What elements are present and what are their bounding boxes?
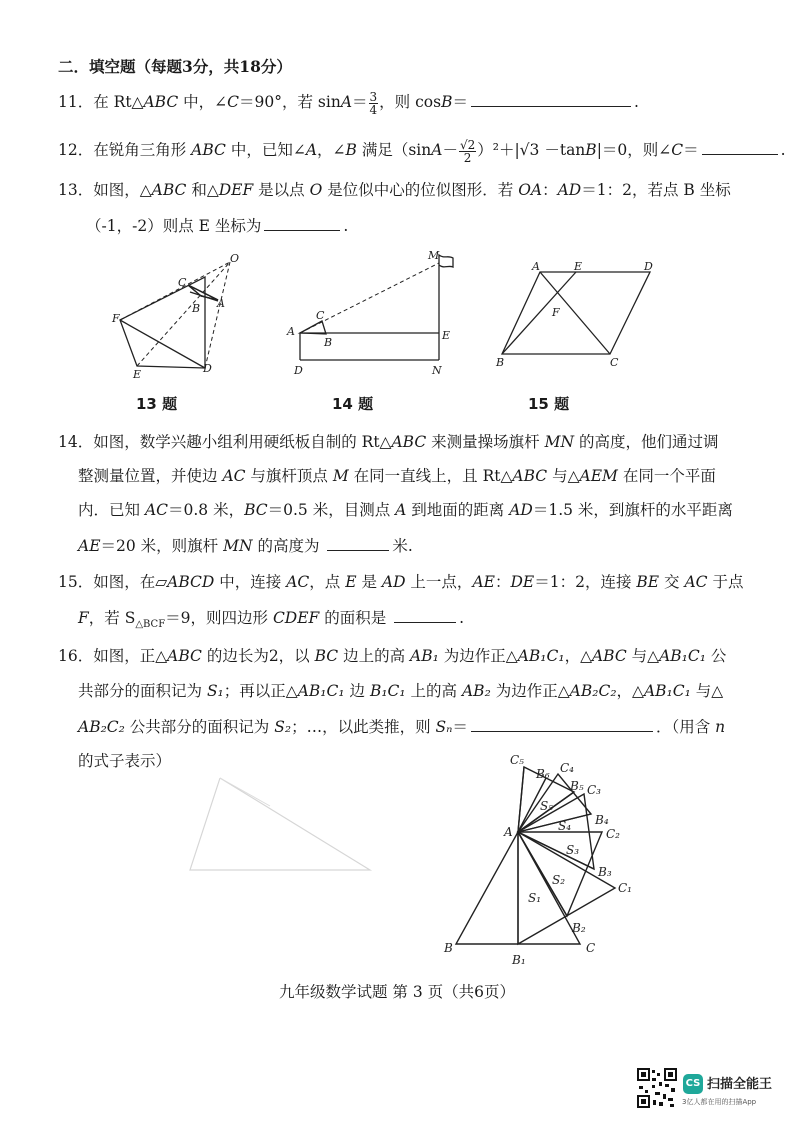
label-d: D bbox=[644, 260, 653, 273]
label-a: A bbox=[217, 297, 225, 310]
caption-figure-13: 13 题 bbox=[136, 395, 178, 413]
figure-14 bbox=[282, 243, 462, 378]
section-heading: 二．填空题（每题3分，共18分） bbox=[58, 57, 292, 76]
label-a: A bbox=[287, 325, 295, 338]
question-16-line-3: AB₂C₂ 公共部分的面积记为 S₂；…，以此类推，则 Sₙ＝ ．（用含 n bbox=[78, 715, 725, 738]
question-14-line-2: 整测量位置，并使边 AC 与旗杆顶点 M 在同一直线上，且 Rt△ABC 与△AEM 在同一个平面 bbox=[78, 467, 716, 485]
label-c2: C₂ bbox=[606, 827, 620, 841]
figure-15 bbox=[492, 258, 672, 368]
label-s4: S₄ bbox=[558, 819, 572, 833]
scanner-app-subtitle: 3亿人都在用的扫描App bbox=[682, 1098, 757, 1106]
label-a: A bbox=[532, 260, 540, 273]
triangle-def-edges bbox=[120, 277, 205, 368]
label-o: O bbox=[230, 252, 240, 265]
question-15-line-2: F，若 $S_{\triangle BCF}=9$，则四边形 CDEF 的面积是 . bbox=[78, 606, 464, 636]
label-a: A bbox=[504, 825, 513, 839]
label-d: D bbox=[203, 362, 212, 375]
label-n: N bbox=[432, 364, 442, 377]
question-13-line-2: （-1，-2）则点 E 坐标为 . bbox=[86, 214, 348, 237]
cardboard-triangle bbox=[300, 321, 326, 334]
label-e: E bbox=[442, 329, 451, 342]
page-footer: 九年级数学试题 第 3 页（共6页） bbox=[278, 983, 515, 1001]
camscanner-logo-icon: CS bbox=[683, 1074, 703, 1094]
label-s3: S₃ bbox=[566, 843, 580, 857]
answer-blank-12[interactable] bbox=[702, 138, 778, 155]
label-c3: C₃ bbox=[587, 783, 601, 797]
question-16-line-2: 共部分的面积记为 S₁；再以正△AB₁C₁ 边 B₁C₁ 上的高 AB₂ 为边作正△AB₂C₂，△AB₁C₁ 与△ bbox=[78, 682, 724, 700]
label-b2: B₂ bbox=[572, 921, 586, 935]
label-d: D bbox=[294, 364, 303, 377]
label-m: M bbox=[428, 249, 440, 262]
fraction-sqrt2-2: $\frac{√2}{2}$ bbox=[459, 137, 476, 165]
answer-blank-15[interactable] bbox=[394, 606, 456, 623]
label-b5: B₅ bbox=[570, 779, 584, 793]
question-15-line-1: 15．如图，在▱ABCD 中，连接 AC，点 E 是 AD 上一点，AE：DE＝1：2，连接 BE 交 AC 于点 bbox=[58, 573, 744, 591]
caption-figure-15: 15 题 bbox=[528, 395, 570, 413]
question-14-line-3: 内．已知 AC＝0.8 米，BC＝0.5 米，目测点 A 到地面的距离 AD＝1.5 米，到旗杆的水平距离 bbox=[78, 501, 733, 519]
label-c4: C₄ bbox=[560, 761, 574, 775]
question-11: 11．在 Rt△ABC 中，∠C＝90°，若 sinA＝ $\frac{3}{4}$ ，则 cosB＝ . bbox=[58, 89, 639, 117]
fraction-3-4: $\frac{3}{4}$ bbox=[369, 89, 378, 117]
caption-figure-14: 14 题 bbox=[332, 395, 374, 413]
question-14-line-1: 14．如图，数学兴趣小组利用硬纸板自制的 Rt△ABC 来测量操场旗杆 MN 的高度，他们通过调 bbox=[58, 433, 719, 451]
label-s5: S₅ bbox=[540, 799, 554, 813]
label-c: C bbox=[610, 356, 619, 368]
figure-13 bbox=[100, 250, 260, 380]
label-b6: B₆ bbox=[536, 767, 550, 781]
parallelogram-abcd bbox=[502, 272, 650, 354]
bleed-through-sketch bbox=[180, 770, 380, 880]
question-12: 12．在锐角三角形 ABC 中，已知∠A，∠B 满足（sinA－ $\frac{√2}{2}$ ）²＋|√3 －tanB|＝0，则∠C＝ . bbox=[58, 137, 786, 165]
figure-16 bbox=[436, 752, 646, 972]
label-c5: C₅ bbox=[510, 753, 524, 767]
label-c: C bbox=[178, 276, 187, 289]
label-f: F bbox=[112, 312, 120, 325]
label-b: B bbox=[324, 336, 333, 349]
label-b1: B₁ bbox=[512, 953, 526, 967]
answer-blank-16[interactable] bbox=[471, 715, 653, 732]
question-13-line-1: 13．如图，△ABC 和△DEF 是以点 O 是位似中心的位似图形．若 OA：AD＝1：2，若点 B 坐标 bbox=[58, 181, 731, 199]
answer-blank-11[interactable] bbox=[471, 90, 631, 107]
answer-blank-14[interactable] bbox=[327, 534, 389, 551]
label-c: C bbox=[316, 309, 325, 322]
question-14-line-4: AE＝20 米，则旗杆 MN 的高度为 米. bbox=[78, 534, 413, 557]
label-b: B bbox=[192, 302, 201, 315]
label-b4: B₄ bbox=[595, 813, 609, 827]
label-s2: S₂ bbox=[552, 873, 566, 887]
label-c: C bbox=[586, 941, 596, 955]
label-s1: S₁ bbox=[528, 891, 542, 905]
label-b: B bbox=[444, 941, 453, 955]
qr-code-icon bbox=[637, 1068, 677, 1108]
answer-blank-13[interactable] bbox=[264, 214, 340, 231]
label-f: F bbox=[552, 306, 560, 319]
label-e: E bbox=[574, 260, 583, 273]
label-b: B bbox=[496, 356, 505, 368]
flag-icon bbox=[439, 255, 453, 267]
scanner-app-title: 扫描全能王 bbox=[707, 1077, 773, 1092]
question-16-line-4: 的式子表示） bbox=[78, 752, 172, 770]
question-16-line-1: 16．如图，正△ABC 的边长为2，以 BC 边上的高 AB₁ 为边作正△AB₁C₁，△ABC 与△AB₁C₁ 公 bbox=[58, 647, 727, 665]
label-c1: C₁ bbox=[618, 881, 632, 895]
label-b3: B₃ bbox=[598, 865, 612, 879]
label-e: E bbox=[133, 368, 142, 380]
